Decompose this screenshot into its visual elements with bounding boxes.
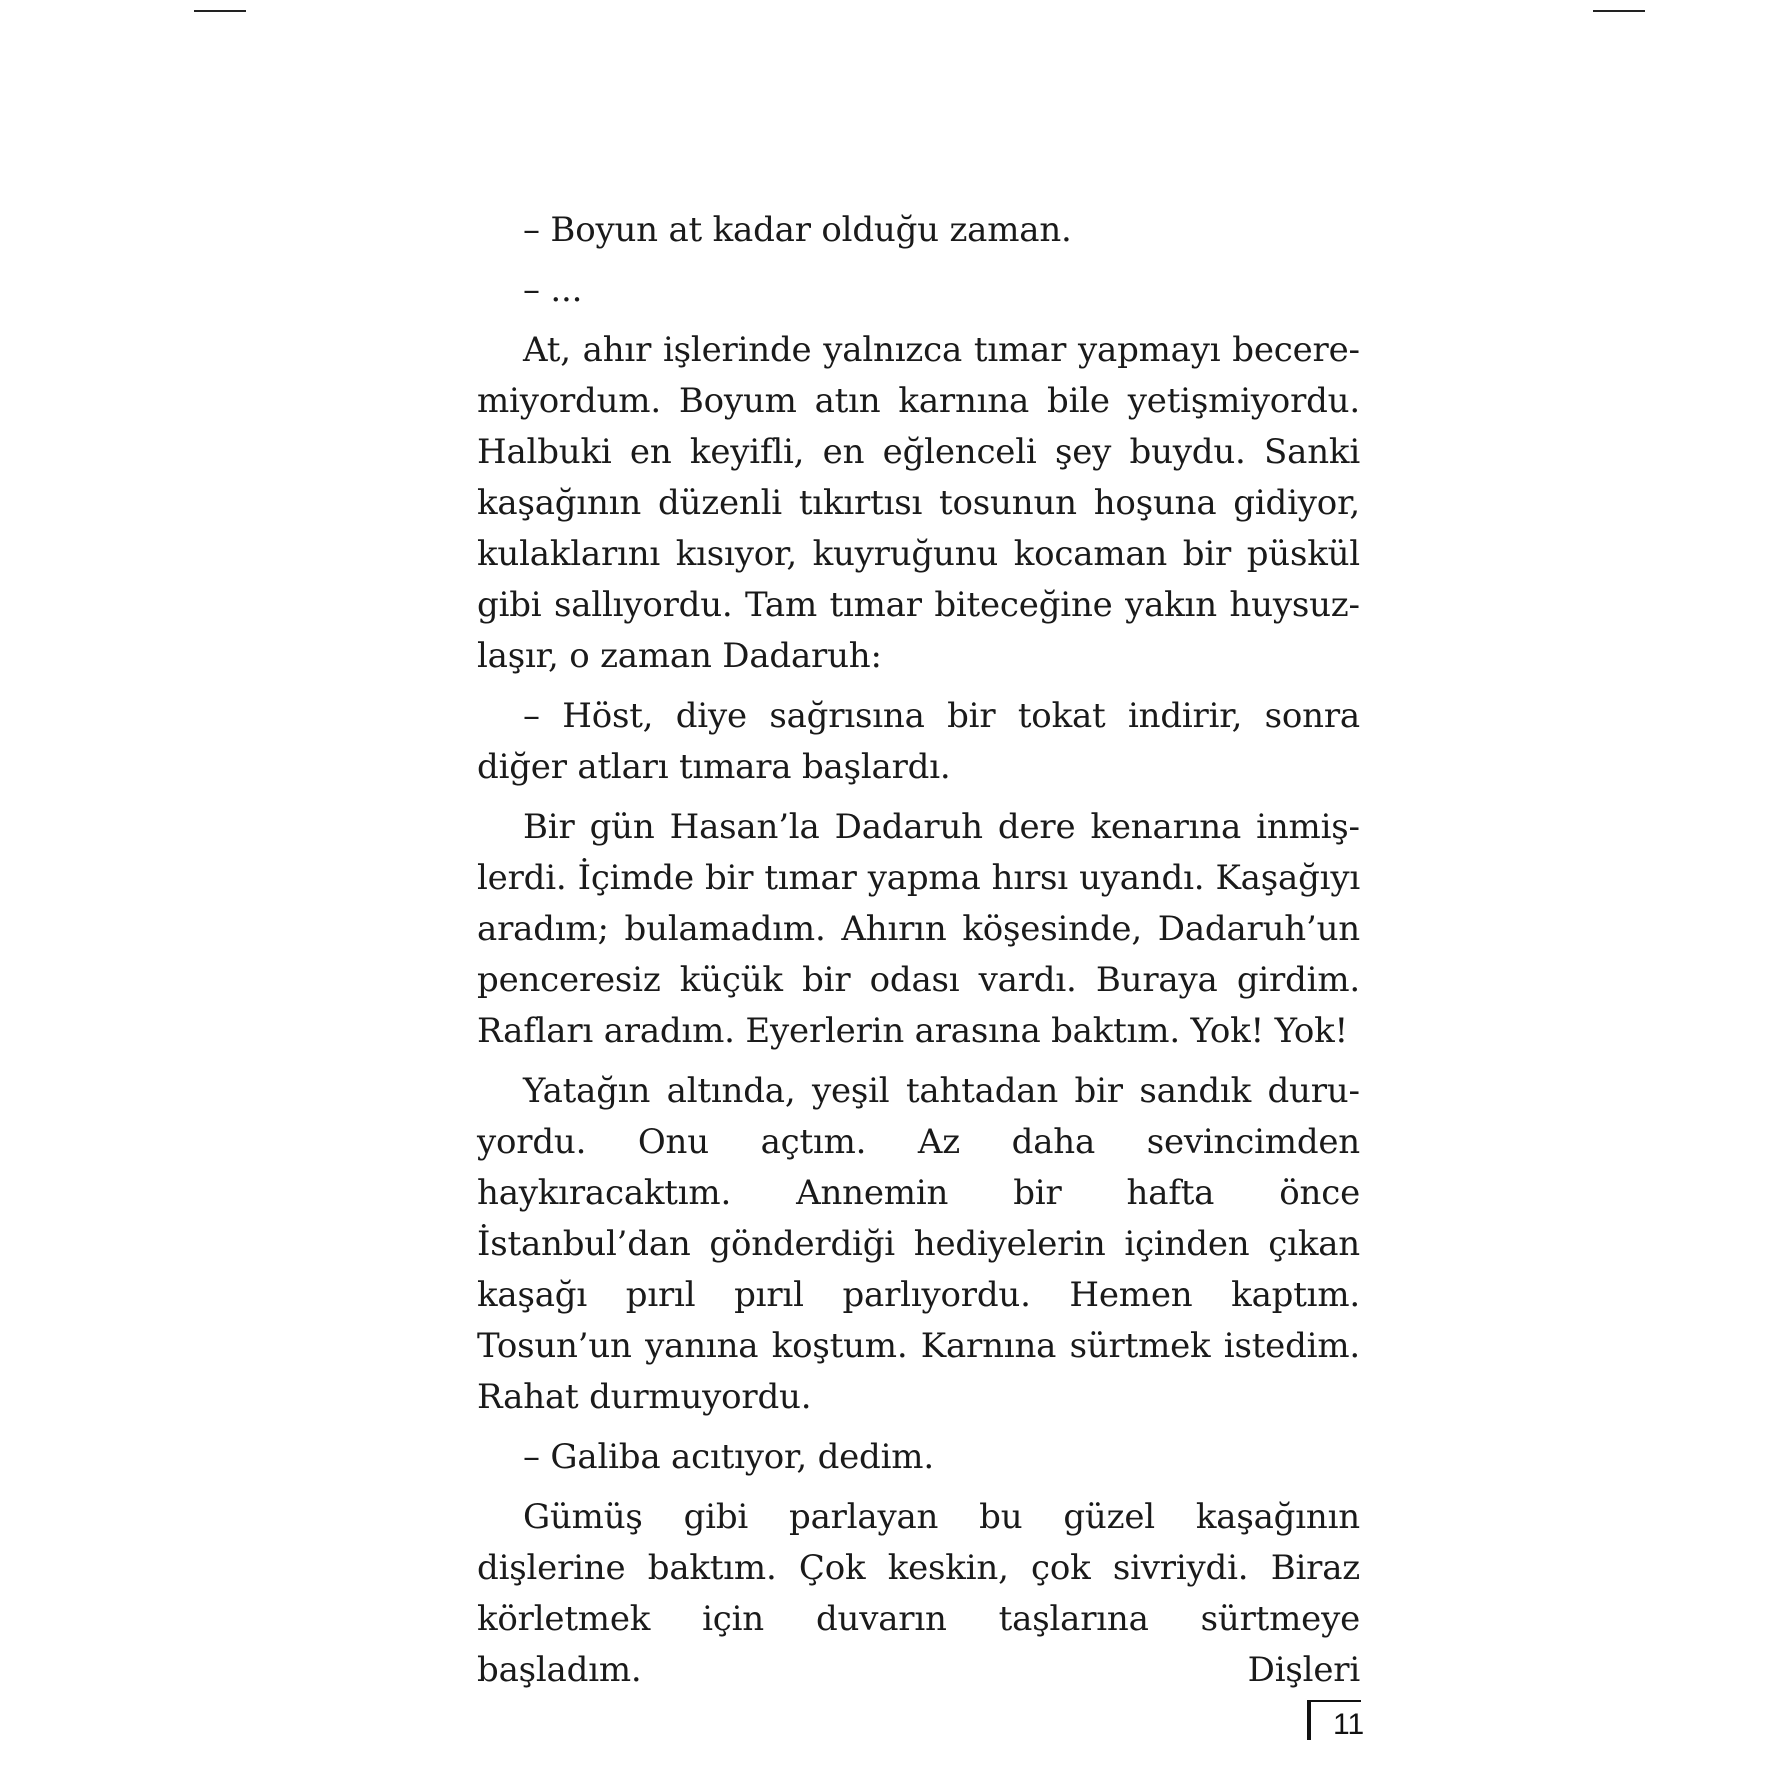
paragraph-1: – Boyun at kadar olduğu zaman. bbox=[523, 210, 1072, 250]
body-text bbox=[477, 205, 1360, 1705]
crop-mark-right bbox=[1593, 10, 1645, 12]
paragraph-6: Yatağın altında, yeşil tahtadan bir sandık duruyordu. Onu açtım. Az daha sevincimden haykıracaktım. Annemin bir hafta önce İstanbul’dan gönderdiği hediyelerin içinden çıkan kaşağı pırıl pırıl parlıyordu. Hemen kaptım. Tosun’un yanına koştum. Karnına sürtmek istedim. Rahat durmuyordu. bbox=[477, 1071, 1360, 1417]
paragraph-4: – Höst, diye sağrısına bir tokat indirir, sonra diğer atları tımara başlardı. bbox=[477, 696, 1360, 787]
paragraph-7: – Galiba acıtıyor, dedim. bbox=[523, 1437, 934, 1477]
paragraph-2: – ... bbox=[523, 270, 583, 310]
paragraph-3: At, ahır işlerinde yalnızca tımar yapmayı beceremiyordum. Boyum atın karnına bile yetişmiyordu. Halbuki en keyifli, en eğlenceli şey buydu. Sanki kaşağının düzenli tıkırtısı tosunun hoşuna gidiyor, kulaklarını kısıyor, kuyruğunu kocaman bir püskül gibi sallıyordu. Tam tımar biteceğine yakın huysuzlaşır, o zaman Dadaruh: bbox=[477, 330, 1360, 676]
page-number-box bbox=[1307, 1700, 1365, 1741]
paragraph-8: Gümüş gibi parlayan bu güzel kaşağının dişlerine baktım. Çok keskin, çok sivriydi. Biraz körletmek için duvarın taşlarına sürtmeye başladım. Dişleri bbox=[477, 1497, 1360, 1690]
page-number: 11 bbox=[1333, 1708, 1365, 1741]
paragraph-5: Bir gün Hasan’la Dadaruh dere kenarına inmişlerdi. İçimde bir tımar yapma hırsı uyandı. Kaşağıyı aradım; bulamadım. Ahırın köşesinde, Dadaruh’un penceresiz küçük bir odası vardı. Buraya girdim. Rafları aradım. Eyerlerin arasına baktım. Yok! Yok! bbox=[477, 807, 1360, 1051]
crop-mark-left bbox=[194, 10, 246, 12]
